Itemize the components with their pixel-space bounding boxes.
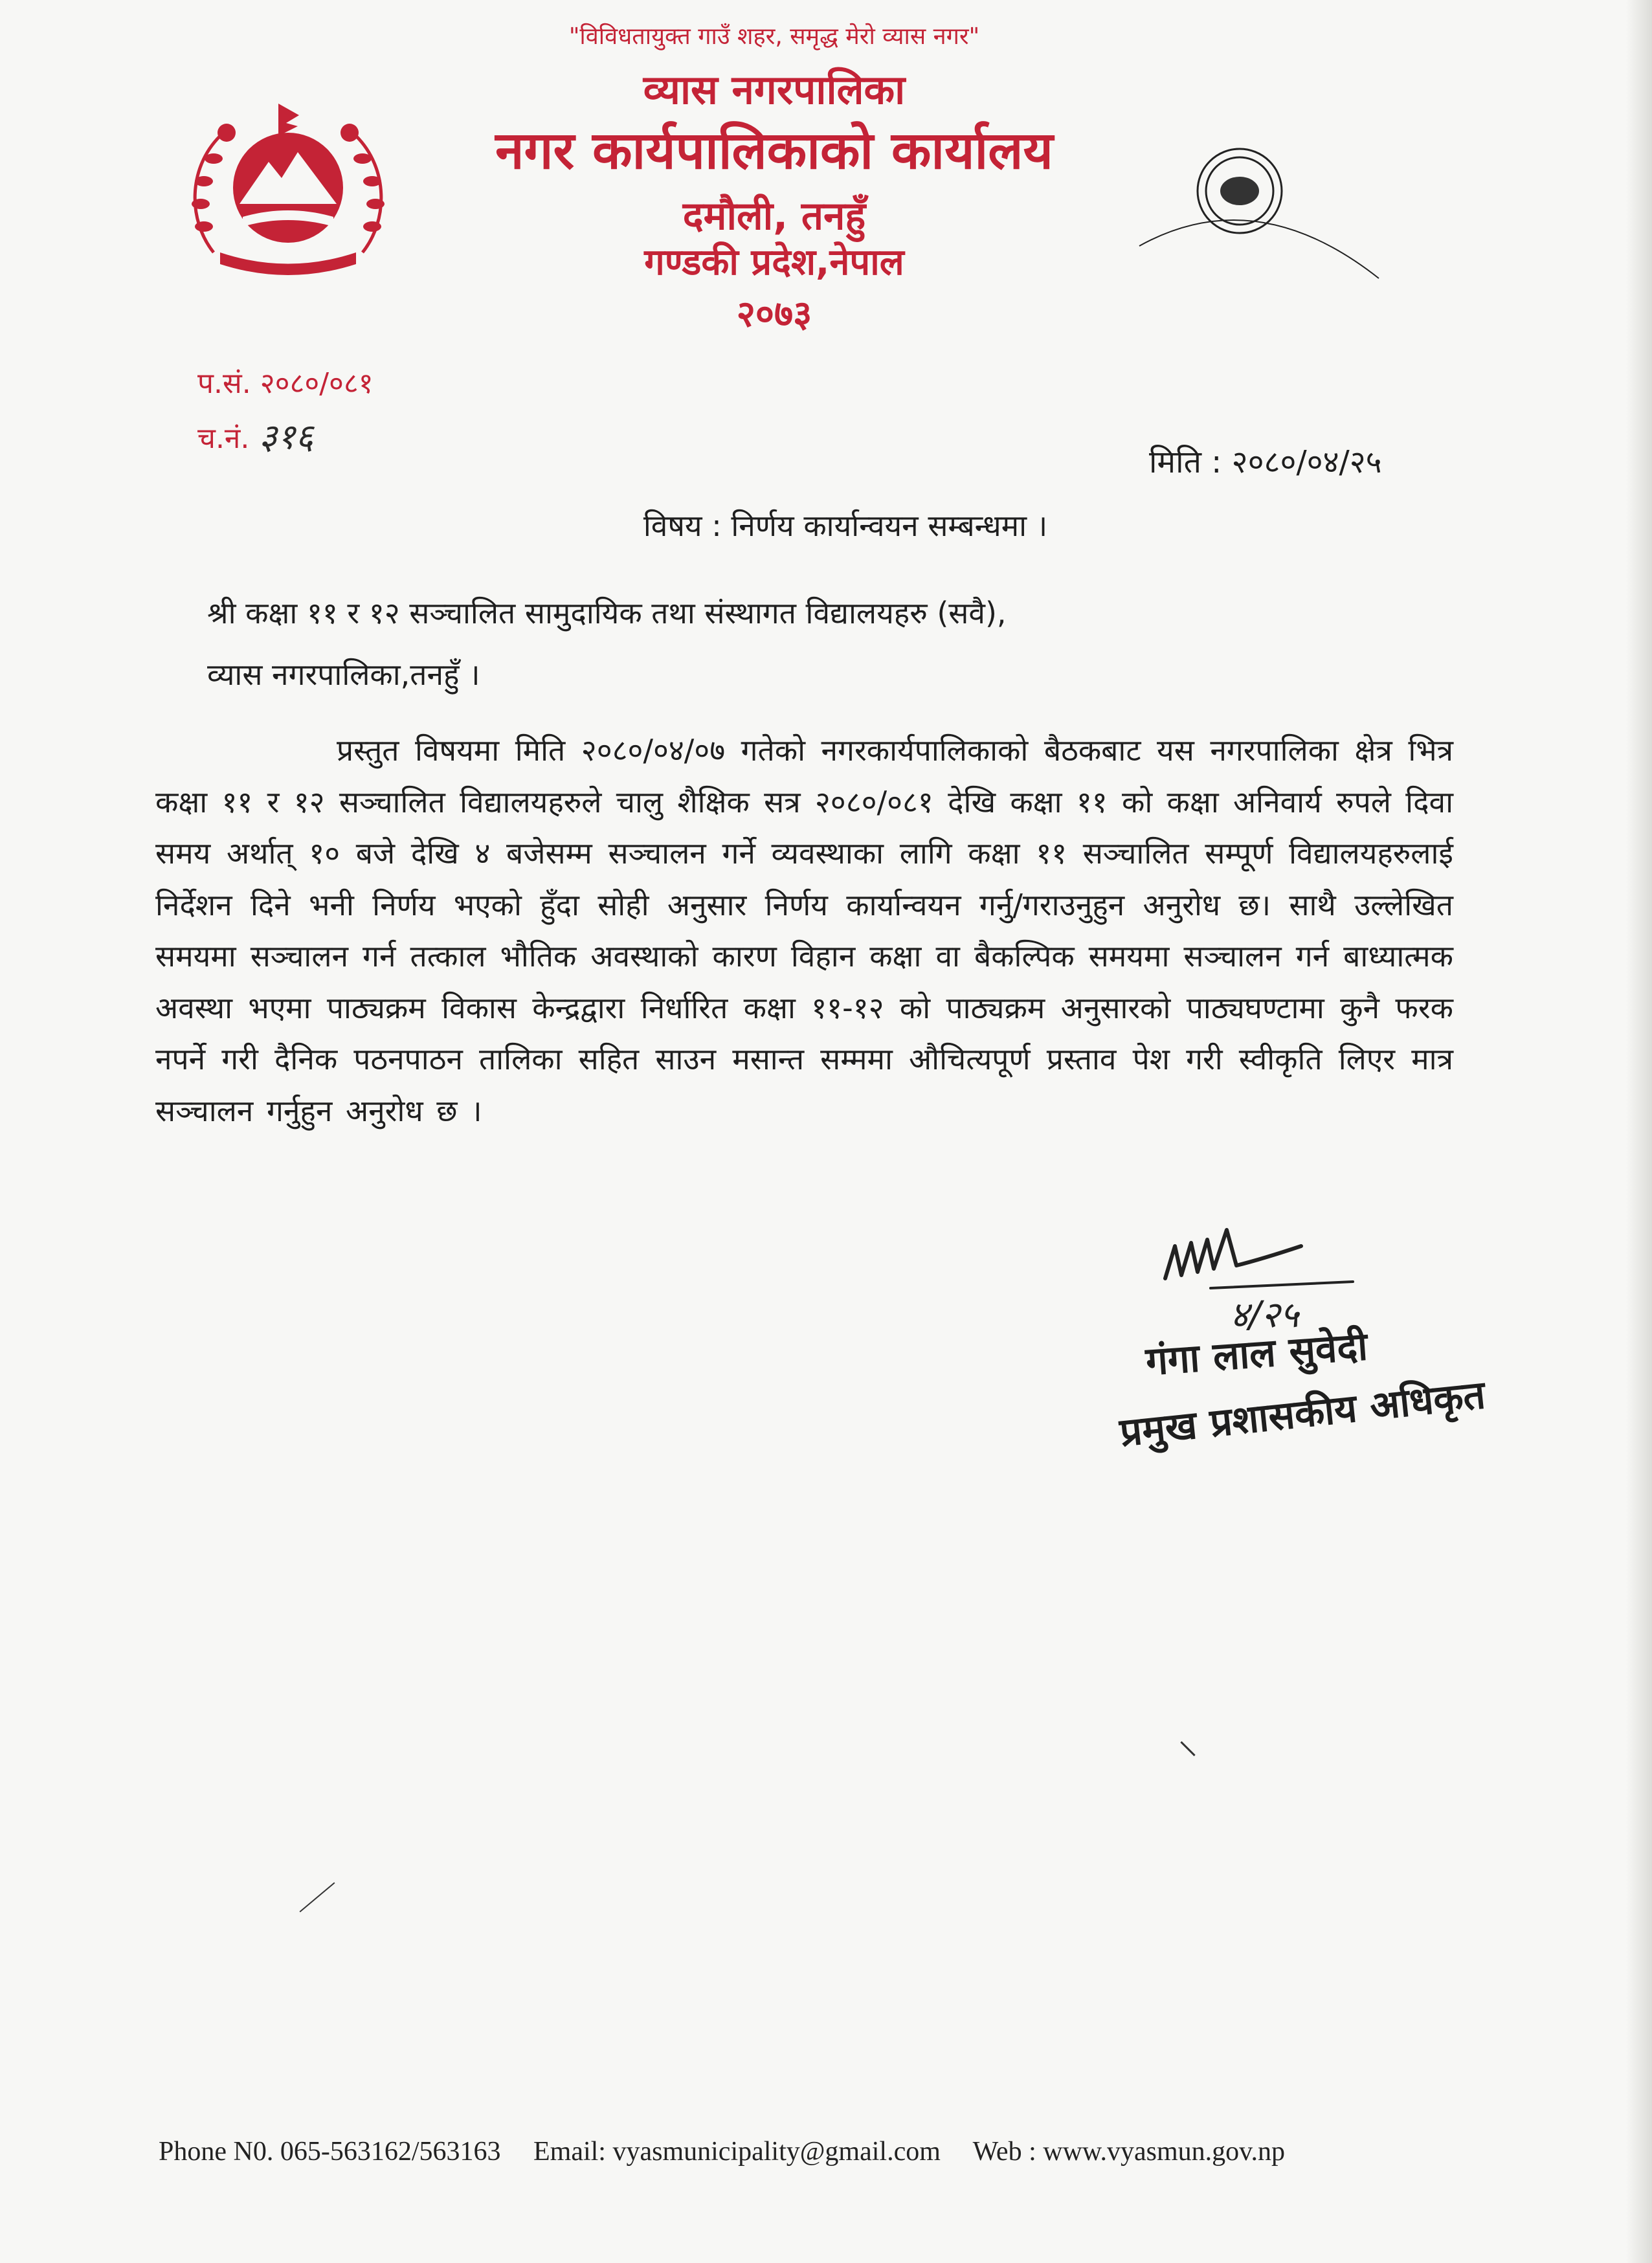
slogan: "विविधतायुक्त गाउँ शहर, समृद्ध मेरो व्यास नगर": [568, 23, 980, 50]
province-name: गण्डकी प्रदेश,नेपाल: [644, 241, 904, 284]
municipality-name: व्यास नगरपालिका: [643, 66, 906, 113]
nepal-emblem-logo: [175, 97, 401, 291]
letter-date: मिति : २०८०/०४/२५: [1149, 444, 1382, 480]
scan-edge: [1626, 0, 1652, 2263]
addressee-line-2: व्यास नगरपालिका,तनहुँ ।: [207, 657, 480, 692]
footer-web: Web : www.vyasmun.gov.np: [972, 2137, 1285, 2167]
signatory-name: गंगा लाल सुवेदी: [1144, 1324, 1369, 1385]
addressee-line-1: श्री कक्षा ११ र १२ सञ्चालित सामुदायिक तथा संस्थागत विद्यालयहरु (सवै),: [207, 596, 1007, 630]
footer-phone: Phone N0. 065-563162/563163: [159, 2137, 501, 2167]
letter-subject: विषय : निर्णय कार्यान्वयन सम्बन्धमा ।: [643, 508, 1048, 543]
contact-footer: [159, 2136, 1311, 2167]
letter-body: प्रस्तुत विषयमा मिति २०८०/०४/०७ गतेको नगरकार्यपालिकाको बैठकबाट यस नगरपालिका क्षेत्र भित्र कक्षा ११ र १२ सञ्चालित विद्यालयहरुले चालु शैक्षिक सत्र २०८०/०८१ देखि कक्षा ११ को कक्षा अनिवार्य रुपले दिवा समय अर्थात् १० बजे देखि ४ बजेसम्म सञ्चालन गर्ने व्यवस्थाका लागि कक्षा ११ सञ्चालित सम्पूर्ण विद्यालयहरुलाई निर्देशन दिने भनी निर्णय भएको हुँदा सोही अनुसार निर्णय कार्यान्वयन गर्नु/गराउनुहुन अनुरोध छ। साथै उल्लेखित समयमा सञ्चालन गर्न तत्काल भौतिक अवस्थाको कारण विहान कक्षा वा बैकल्पिक समयमा सञ्चालन गर्न बाध्यात्मक अवस्था भएमा पाठ्यक्रम विकास केन्द्रद्वारा निर्धारित कक्षा ११-१२ को पाठ्यक्रम अनुसारको पाठ्यघण्टामा कुनै फरक नपर्ने गरी दैनिक पठनपाठन तालिका सहित साउन मसान्त सम्ममा औचित्यपूर्ण प्रस्ताव पेश गरी स्वीकृति लिएर मात्र सञ्चालन गर्नुहुन अनुरोध छ ।: [155, 733, 1453, 1128]
office-location: दमौली, तनहुँ: [682, 194, 866, 239]
handwritten-signature: [1152, 1220, 1366, 1337]
svg-text:४/२५: ४/२५: [1230, 1294, 1299, 1336]
reference-number: प.सं. २०८०/०८१: [197, 367, 374, 400]
scan-mark: [1180, 1741, 1195, 1756]
footer-email: Email: vyasmunicipality@gmail.com: [533, 2137, 941, 2167]
office-name: नगर कार्यपालिकाको कार्यालय: [495, 120, 1053, 181]
dispatch-number-label: च.नं.: [197, 422, 250, 455]
municipality-stamp: [1126, 129, 1398, 401]
dispatch-number-value: ३१६: [259, 416, 314, 457]
signatory-title: प्रमुख प्रशासकीय अधिकृत: [1117, 1372, 1488, 1456]
established-year: २०७३: [736, 293, 812, 335]
scan-mark: [300, 1882, 335, 1913]
